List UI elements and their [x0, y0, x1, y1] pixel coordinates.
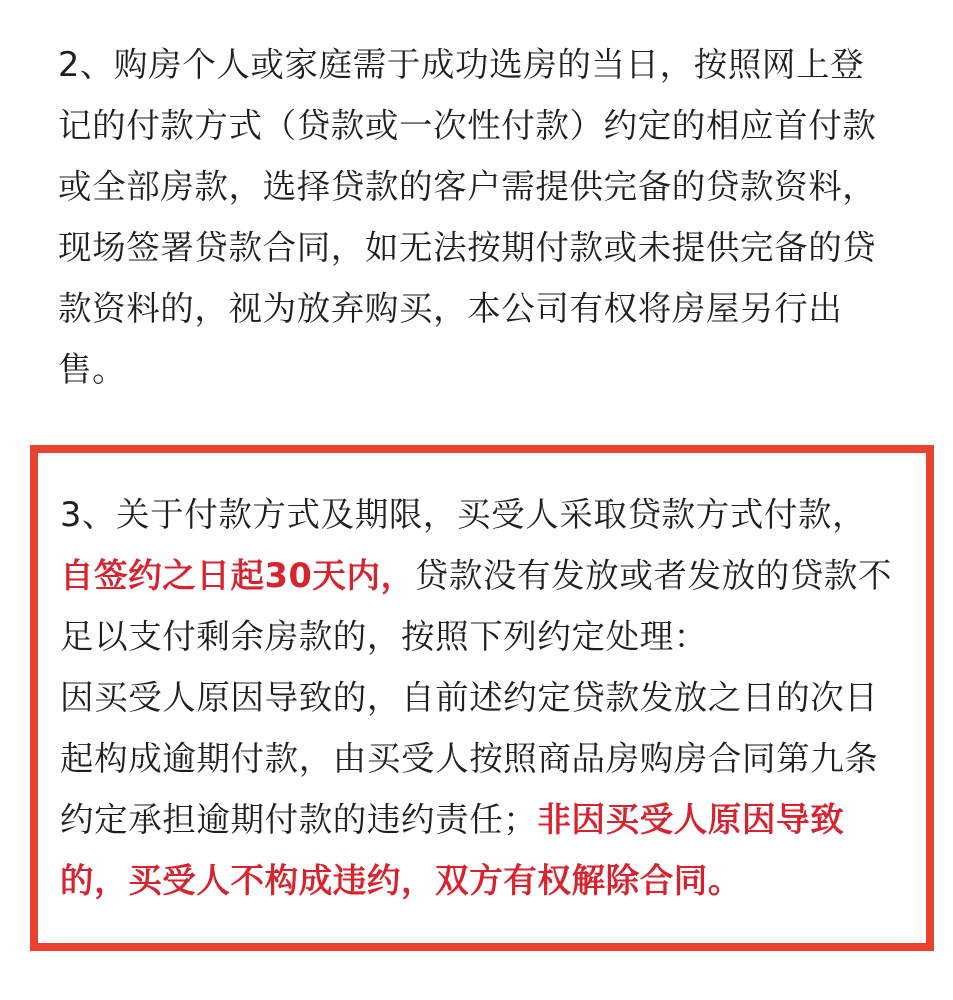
clause-2-line-6: 售。: [58, 350, 127, 389]
clause-2-paragraph: [58, 34, 908, 400]
clause-3-line-4: 因买受人原因导致的，自前述约定贷款发放之日的次日: [60, 678, 879, 717]
clause-2-line-2: 记的付款方式（贷款或一次性付款）约定的相应首付款: [58, 106, 877, 145]
clause-3-line-6: [60, 789, 900, 850]
clause-2-line-4: 现场签署贷款合同，如无法按期付款或未提供完备的贷: [58, 228, 877, 267]
clause-3-line-1: 3、关于付款方式及期限，买受人采取贷款方式付款，: [60, 495, 867, 534]
deadline-emphasis: 自签约之日起30天内，: [60, 556, 415, 595]
clause-2-line-3: 或全部房款，选择贷款的客户需提供完备的贷款资料，: [58, 167, 877, 206]
clause-3-line-2: [60, 545, 900, 606]
clause-2-line-1: 2、购房个人或家庭需于成功选房的当日，按照网上登: [58, 45, 865, 84]
clause-3-line-5: 起构成逾期付款，由买受人按照商品房购房合同第九条: [60, 739, 879, 778]
termination-emphasis-start: 非因买受人原因导致: [537, 800, 845, 839]
clause-3-line-2-rest: 贷款没有发放或者发放的贷款不: [414, 556, 893, 595]
clause-3-line-3: 足以支付剩余房款的，按照下列约定处理：: [60, 617, 708, 656]
clause-3-line-6-plain: 约定承担逾期付款的违约责任；: [60, 800, 538, 839]
termination-emphasis-end: 的，买受人不构成违约，双方有权解除合同。: [60, 861, 742, 900]
clause-2-line-5: 款资料的，视为放弃购买，本公司有权将房屋另行出: [58, 289, 843, 328]
clause-3-paragraph: [60, 484, 900, 911]
